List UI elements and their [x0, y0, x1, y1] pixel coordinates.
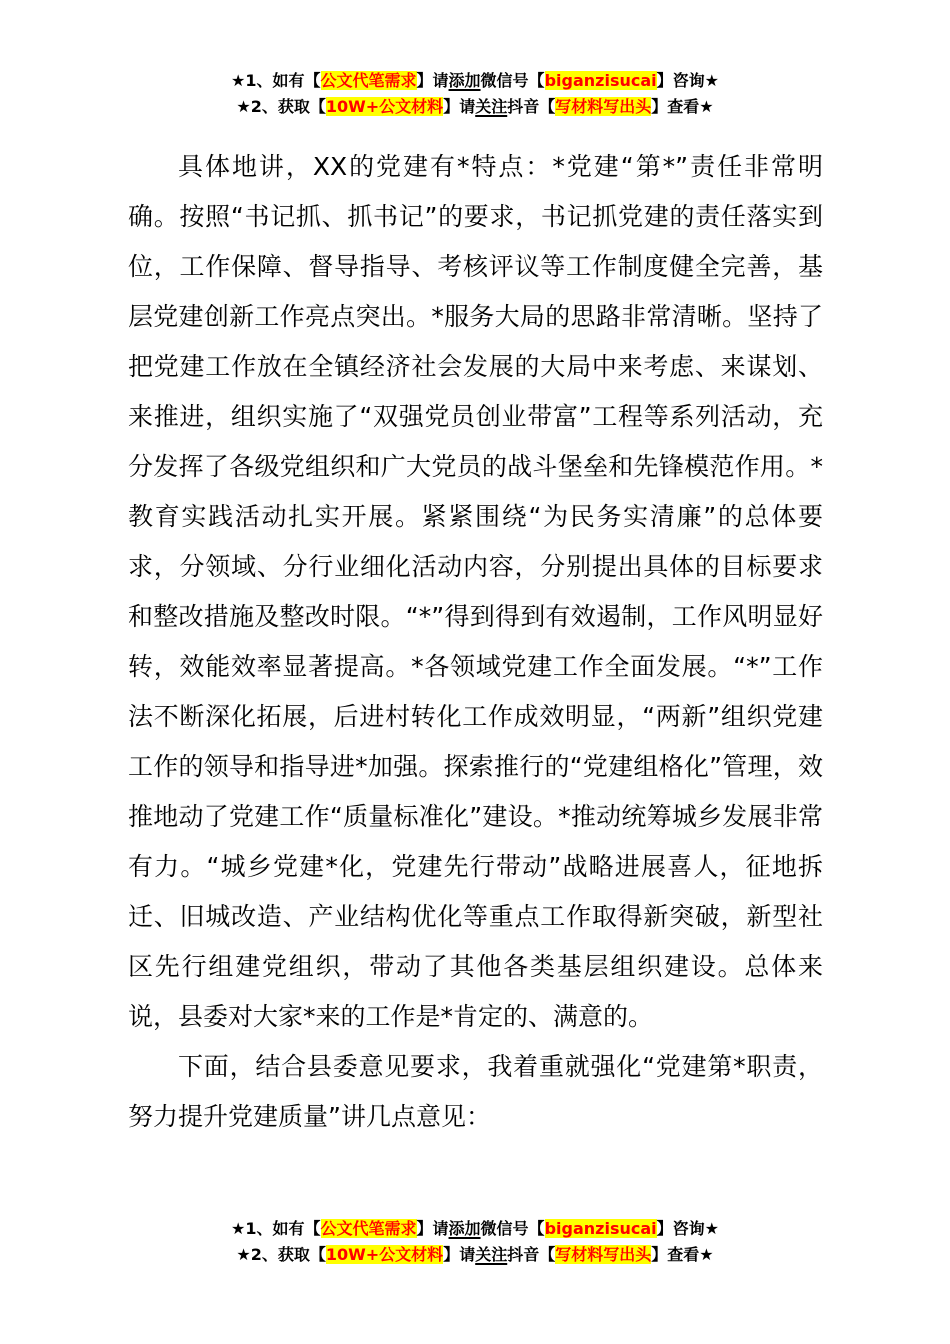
promo-text: 抖音【 [507, 1245, 556, 1264]
document-body [128, 142, 823, 1142]
highlight-douyin: 写材料写出头 [555, 97, 652, 116]
promo-text: 】查看★ [651, 1245, 714, 1264]
promo-text: ★1、如有【 [231, 1219, 321, 1238]
highlight-service: 公文代笔需求 [320, 1219, 417, 1238]
highlight-wechat-id: biganzisucai [544, 71, 657, 90]
promo-text: ★2、获取【 [236, 97, 326, 116]
promo-text: 】咨询★ [656, 1219, 719, 1238]
promo-text: 】请 [416, 71, 449, 90]
highlight-douyin: 写材料写出头 [555, 1245, 652, 1264]
highlight-materials: 10W+公文材料 [325, 1245, 444, 1264]
promo-line-1 [0, 1216, 950, 1242]
promo-banner-top [0, 68, 950, 120]
highlight-service: 公文代笔需求 [320, 71, 417, 90]
promo-text: 】请 [443, 97, 476, 116]
promo-text: 】请 [443, 1245, 476, 1264]
highlight-wechat-id: biganzisucai [544, 1219, 657, 1238]
promo-text: ★2、获取【 [236, 1245, 326, 1264]
promo-text: 】咨询★ [656, 71, 719, 90]
promo-line-2 [0, 94, 950, 120]
highlight-materials: 10W+公文材料 [325, 97, 444, 116]
underlined-follow: 关注 [475, 1245, 508, 1264]
promo-text: 微信号【 [480, 71, 545, 90]
promo-line-2 [0, 1242, 950, 1268]
promo-line-1 [0, 68, 950, 94]
promo-text: 微信号【 [480, 1219, 545, 1238]
promo-text: 】请 [416, 1219, 449, 1238]
body-paragraph-2: 下面，结合县委意见要求，我着重就强化“党建第*职责，努力提升党建质量”讲几点意见： [128, 1052, 823, 1131]
body-paragraph-1: 具体地讲，XX的党建有*特点：*党建“第*”责任非常明确。按照“书记抓、抓书记”的要求，书记抓党建的责任落实到位，工作保障、督导指导、考核评议等工作制度健全完善，基层党建创新工作亮点突出。*服务大局的思路非常清晰。坚持了把党建工作放在全镇经济社会发展的大局中来考虑、来谋划、来推进，组织实施了“双强党员创业带富”工程等系列活动，充分发挥了各级党组织和广大党员的战斗堡垒和先锋模范作用。*教育实践活动扎实开展。紧紧围绕“为民务实清廉”的总体要求，分领域、分行业细化活动内容，分别提出具体的目标要求和整改措施及整改时限。“*”得到得到有效遏制，工作风明显好转，效能效率显著提高。*各领域党建工作全面发展。“*”工作法不断深化拓展，后进村转化工作成效明显，“两新”组织党建工作的领导和指导进*加强。探索推行的“党建组格化”管理，效推地动了党建工作“质量标准化”建设。*推动统筹城乡发展非常有力。“城乡党建*化，党建先行带动”战略进展喜人，征地拆迁、旧城改造、产业结构优化等重点工作取得新突破，新型社区先行组建党组织，带动了其他各类基层组织建设。总体来说，县委对大家*来的工作是*肯定的、满意的。 [128, 152, 823, 1031]
underlined-follow: 关注 [475, 97, 508, 116]
promo-banner-bottom [0, 1216, 950, 1268]
underlined-add: 添加 [448, 71, 481, 90]
underlined-add: 添加 [448, 1219, 481, 1238]
promo-text: ★1、如有【 [231, 71, 321, 90]
promo-text: 抖音【 [507, 97, 556, 116]
promo-text: 】查看★ [651, 97, 714, 116]
